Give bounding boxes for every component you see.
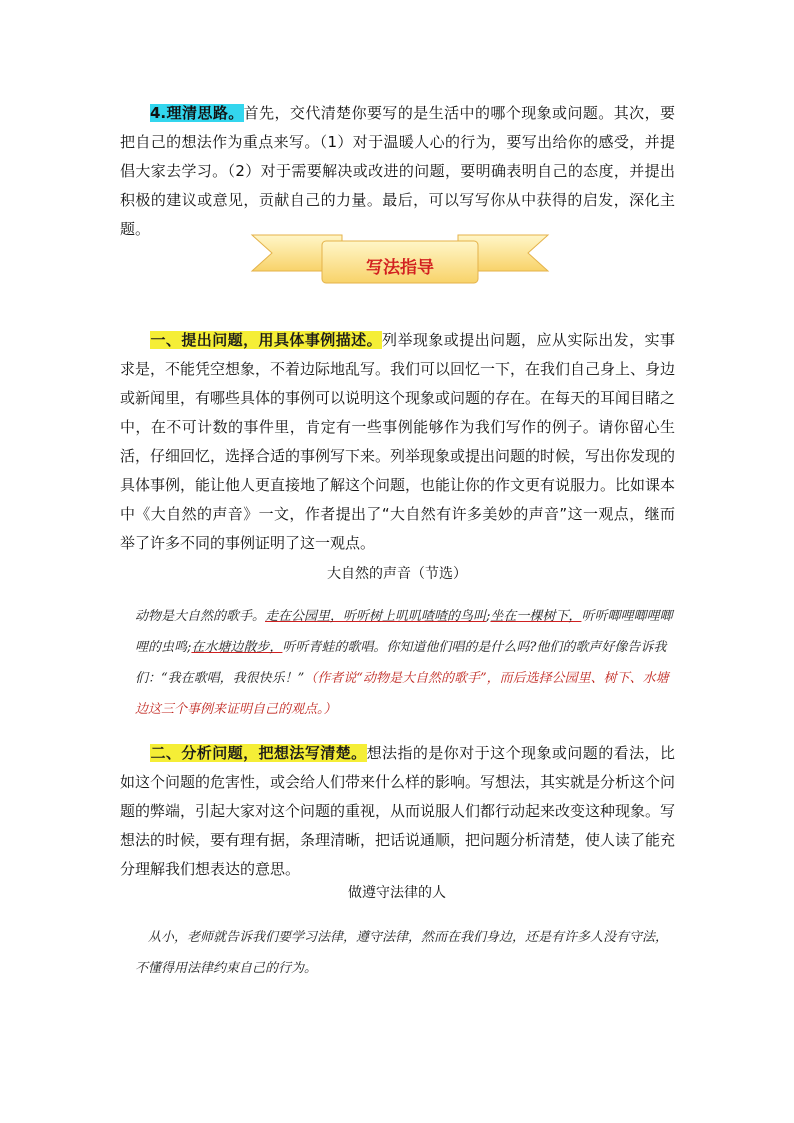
excerpt1-seg8: 听听青蛙的歌唱。你知道他们唱的是什么吗?他们的歌声好像告诉我们：“我在歌唱，我很快乐！” xyxy=(135,640,667,686)
excerpt1-seg3: ; xyxy=(486,609,491,624)
excerpt2-title: 做遵守法律的人 xyxy=(348,885,446,901)
excerpt2-body: 从小，老师就告诉我们要学习法律，遵守法律，然而在我们身边，还是有许多人没有守法，不懂得用法律约束自己的行为。 xyxy=(135,930,669,976)
excerpt1-seg6: ; xyxy=(187,640,192,655)
excerpt2-text xyxy=(135,922,680,984)
section4-heading: 4.理清思路。 xyxy=(150,104,244,122)
part2-heading: 二、分析问题，把想法写清楚。 xyxy=(150,744,367,762)
part1-heading: 一、提出问题，用具体事例描述。 xyxy=(150,331,383,349)
part1-paragraph xyxy=(120,326,675,558)
excerpt1-seg7: 在水塘边散步， xyxy=(191,640,283,655)
excerpt1-seg2: 走在公园里，听听树上叽叽喳喳的鸟叫 xyxy=(265,609,487,624)
banner-label: 写法指导 xyxy=(366,258,434,278)
section4-body: 首先，交代清楚你要写的是生活中的哪个现象或问题。其次，要把自己的想法作为重点来写。（1）对于温暖人心的行为，要写出给你的感受，并提倡大家去学习。（2）对于需要解决或改进的问题，要明确表明自己的态度，并提出积极的建议或意见，贡献自己的力量。最后，可以写写你从中获得的启发，深化主题。 xyxy=(120,104,675,238)
excerpt1-seg1: 动物是大自然的歌手。 xyxy=(135,609,266,624)
section4-paragraph xyxy=(120,99,675,244)
excerpt1-note: （作者说“动物是大自然的歌手”，而后选择公园里、树下、水塘边这三个事例来证明自己的观点。） xyxy=(135,671,669,717)
writing-guide-banner xyxy=(250,231,550,293)
excerpt1-seg4: 坐在一棵树下， xyxy=(490,609,582,624)
part2-paragraph xyxy=(120,739,675,884)
part2-body: 想法指的是你对于这个现象或问题的看法，比如这个问题的危害性，或会给人们带来什么样的影响。写想法，其实就是分析这个问题的弊端，引起大家对这个问题的重视，从而说服人们都行动起来改变这种现象。写想法的时候，要有理有据，条理清晰，把话说通顺，把问题分析清楚，使人读了能充分理解我们想表达的意思。 xyxy=(120,744,676,878)
excerpt1-title: 大自然的声音（节选） xyxy=(327,566,467,582)
part1-body: 列举现象或提出问题，应从实际出发，实事求是，不能凭空想象，不着边际地乱写。我们可以回忆一下，在我们自己身上、身边或新闻里，有哪些具体的事例可以说明这个现象或问题的存在。在每天的耳闻目睹之中，在不可计数的事件里，肯定有一些事例能够作为我们写作的例子。请你留心生活，仔细回忆，选择合适的事例写下来。列举现象或提出问题的时候，写出你发现的具体事例，能让他人更直接地了解这个问题，也能让你的作文更有说服力。比如课本中《大自然的声音》一文，作者提出了“大自然有许多美妙的声音”这一观点，继而举了许多不同的事例证明了这一观点。 xyxy=(120,331,676,552)
excerpt1-seg5: 听听唧哩唧哩唧哩的虫鸣 xyxy=(135,609,673,655)
excerpt1-text xyxy=(135,601,680,725)
